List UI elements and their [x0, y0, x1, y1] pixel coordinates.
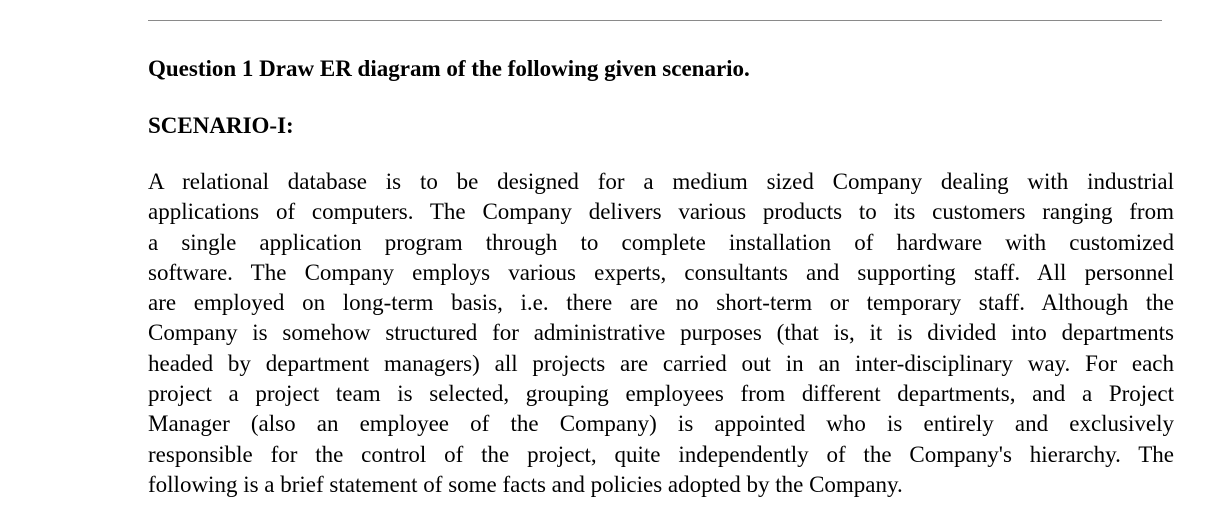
paragraph-line: applications of computers. The Company delivers various products to its customers ranging from — [148, 199, 1174, 225]
paragraph-line: a single application program through to complete installation of hardware with customized — [148, 229, 1174, 255]
paragraph-line: Company is somehow structured for administrative purposes (that is, it is divided into departments — [148, 320, 1174, 346]
paragraph-line: are employed on long-term basis, i.e. there are no short-term or temporary staff. Although the — [148, 290, 1174, 316]
scenario-title: SCENARIO-I: — [148, 113, 294, 138]
paragraph-line: following is a brief statement of some facts and policies adopted by the Company. — [148, 471, 903, 497]
paragraph-line: Manager (also an employee of the Company) is appointed who is entirely and exclusively — [148, 411, 1174, 437]
question-title: Question 1 Draw ER diagram of the following given scenario. — [148, 56, 750, 81]
scenario-paragraph — [148, 167, 1174, 500]
paragraph-line: headed by department managers) all projects are carried out in an inter-disciplinary way. For each — [148, 350, 1174, 376]
paragraph-line: A relational database is to be designed for a medium sized Company dealing with industrial — [148, 169, 1174, 194]
horizontal-rule — [148, 20, 1162, 21]
paragraph-line: responsible for the control of the project, quite independently of the Company's hierarchy. The — [148, 441, 1174, 467]
paragraph-line: project a project team is selected, grouping employees from different departments, and a Project — [148, 381, 1174, 407]
paragraph-line: software. The Company employs various experts, consultants and supporting staff. All personnel — [148, 259, 1174, 285]
